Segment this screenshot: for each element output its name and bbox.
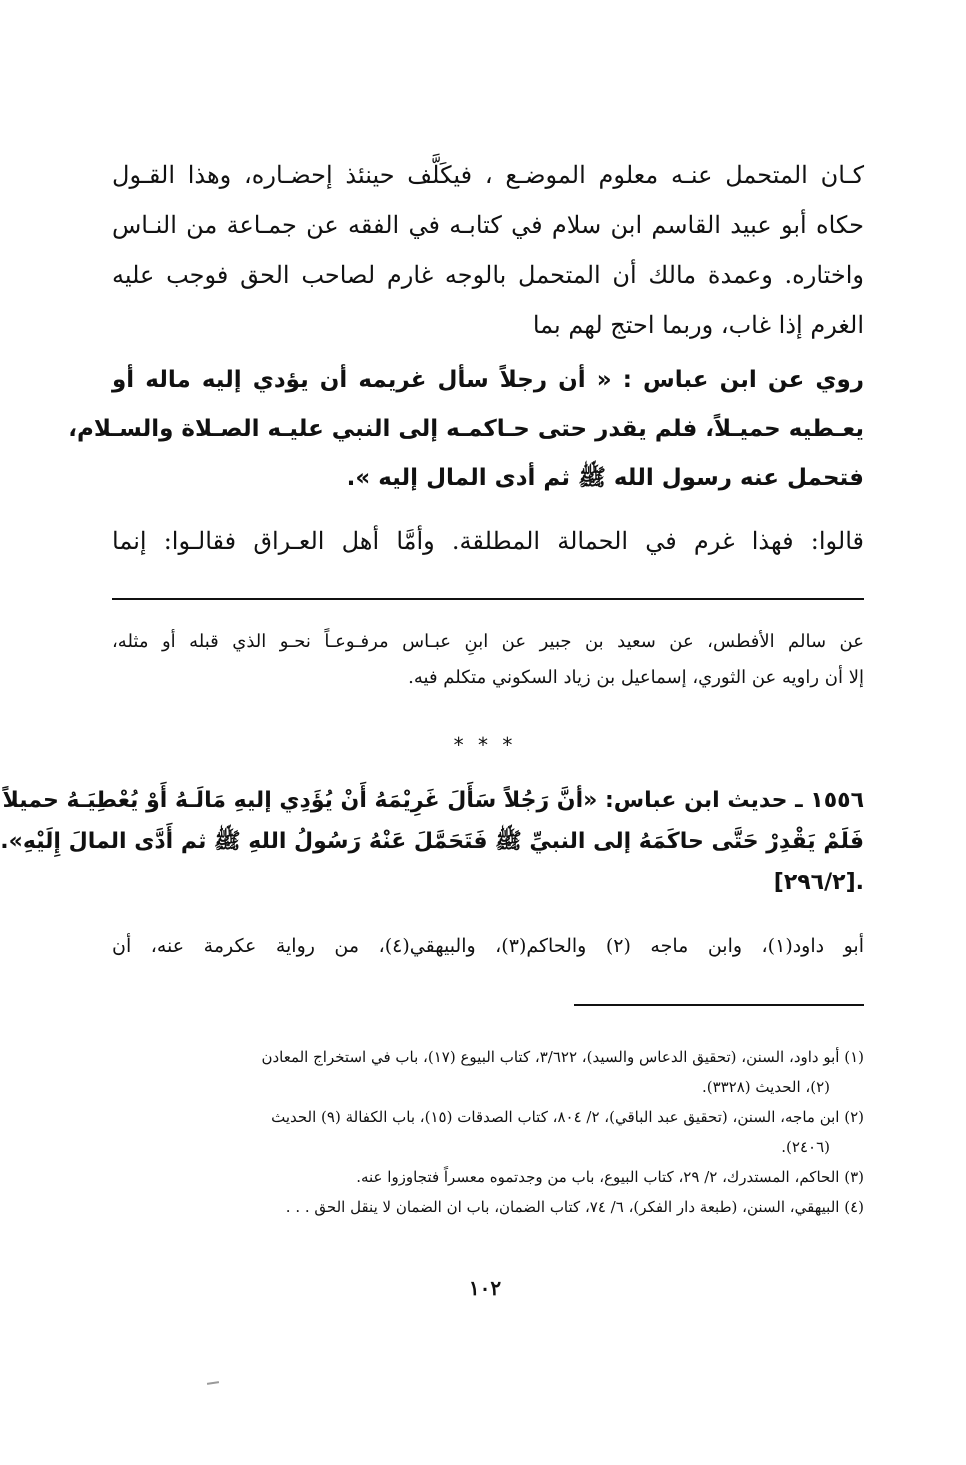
continuation-paragraph: [112, 516, 864, 566]
text-line: .[٢٩٦/٢]: [773, 870, 864, 895]
text-line: ١٥٥٦ ـ حديث ابن عباس: «أنَّ رَجُلاً سَأَلَ غَرِيْمَهُ أَنْ يُؤَدِي إليهِ مَالَـهُ أَوْ يُعْطِيَـهُ حميلاً: [2, 788, 864, 813]
text-line: الغرم إذا غاب، وربما احتج لهم بما: [532, 311, 864, 339]
footnote-1-continuation: (٢)، الحديث (٣٣٢٨).: [701, 1078, 830, 1096]
section-divider: * * *: [453, 733, 517, 757]
hadith-entry: [0, 780, 864, 903]
text-line: كـان المتحمل عنـه معلوم الموضـع ، فيكَلَّف حينئذ إحضـاره، وهذا القـول: [112, 161, 864, 189]
footnote-4: (٤) البيهقي، السنن، (طبعة دار الفكر)، ٦/ ٧٤، كتاب الضمان، باب ان الضمان لا ينقل الحق . . .: [285, 1198, 864, 1216]
page-number: ١٠٢: [468, 1276, 502, 1300]
footnote-2-continuation: (٢٤٠٦).: [781, 1138, 830, 1156]
text-line: يعـطيه حميـلاً، فلم يقدر حتى حـاكمـه إلى النبي عليـه الصـلاة والسـلام،: [68, 416, 864, 442]
sources-paragraph: [112, 928, 864, 964]
footnote-2: (٢) ابن ماجه، السنن، (تحقيق عبد الباقي)، ٢/ ٨٠٤، كتاب الصدقات (١٥)، باب الكفالة (٩) الحديث: [271, 1108, 864, 1126]
commentary-continuation: [112, 624, 864, 696]
text-line: واختاره. وعمدة مالك أن المتحمل بالوجه غارم لصاحب الحق فوجب عليه: [112, 261, 864, 289]
text-line: فتحمل عنه رسول الله ﷺ ثم أدى المال إليه ».: [346, 465, 864, 491]
footnote-1: (١) أبو داود، السنن، (تحقيق الدعاس والسيد)، ٣/٦٢٢، كتاب البيوع (١٧)، باب في استخراج المعادن: [261, 1048, 864, 1066]
text-line: قالوا: فهذا غرم في الحمالة المطلقة. وأمَّا أهل العـراق فقالـوا: إنما: [112, 527, 864, 555]
text-line: روي عن ابن عباس : « أن رجلاً سأل غريمه أن يؤدي إليه ماله أو: [112, 367, 864, 393]
footnote-divider: [574, 1004, 864, 1006]
text-line: إلا أن راويه عن الثوري، إسماعيل بن زياد السكوني متكلم فيه.: [408, 667, 864, 688]
hadith-quote: [68, 356, 864, 503]
text-line: حكاه أبو عبيد القاسم ابن سلام في كتابـه في الفقه عن جمـاعة من النـاس: [112, 211, 864, 239]
page-divider: [112, 598, 864, 600]
text-line: فَلَمْ يَقْدِرْ حَتَّى حاكَمَهُ إلى النبيِّ ﷺ فَتَحَمَّلَ عَنْهُ رَسُولُ اللهِ ﷺ ثم أَدَّى المالَ إِلَيْهِ».: [0, 829, 864, 854]
scan-mark: [207, 1381, 219, 1385]
footnotes: [112, 1042, 864, 1222]
main-paragraph: [112, 150, 864, 350]
text-line: عن سالم الأفطس، عن سعيد بن جبير عن ابنِ عبـاس مرفـوعـاً نحـو الذي قبله أو مثله،: [112, 631, 864, 652]
text-line: أبو داود(١)، وابن ماجه (٢) والحاكم(٣)، والبيهقي(٤)، من رواية عكرمة عنه، أن: [112, 935, 864, 957]
footnote-3: (٣) الحاكم، المستدرك، ٢/ ٢٩، كتاب البيوع، باب من وجدتموه معسراً فتجاوزوا عنه.: [356, 1168, 864, 1186]
